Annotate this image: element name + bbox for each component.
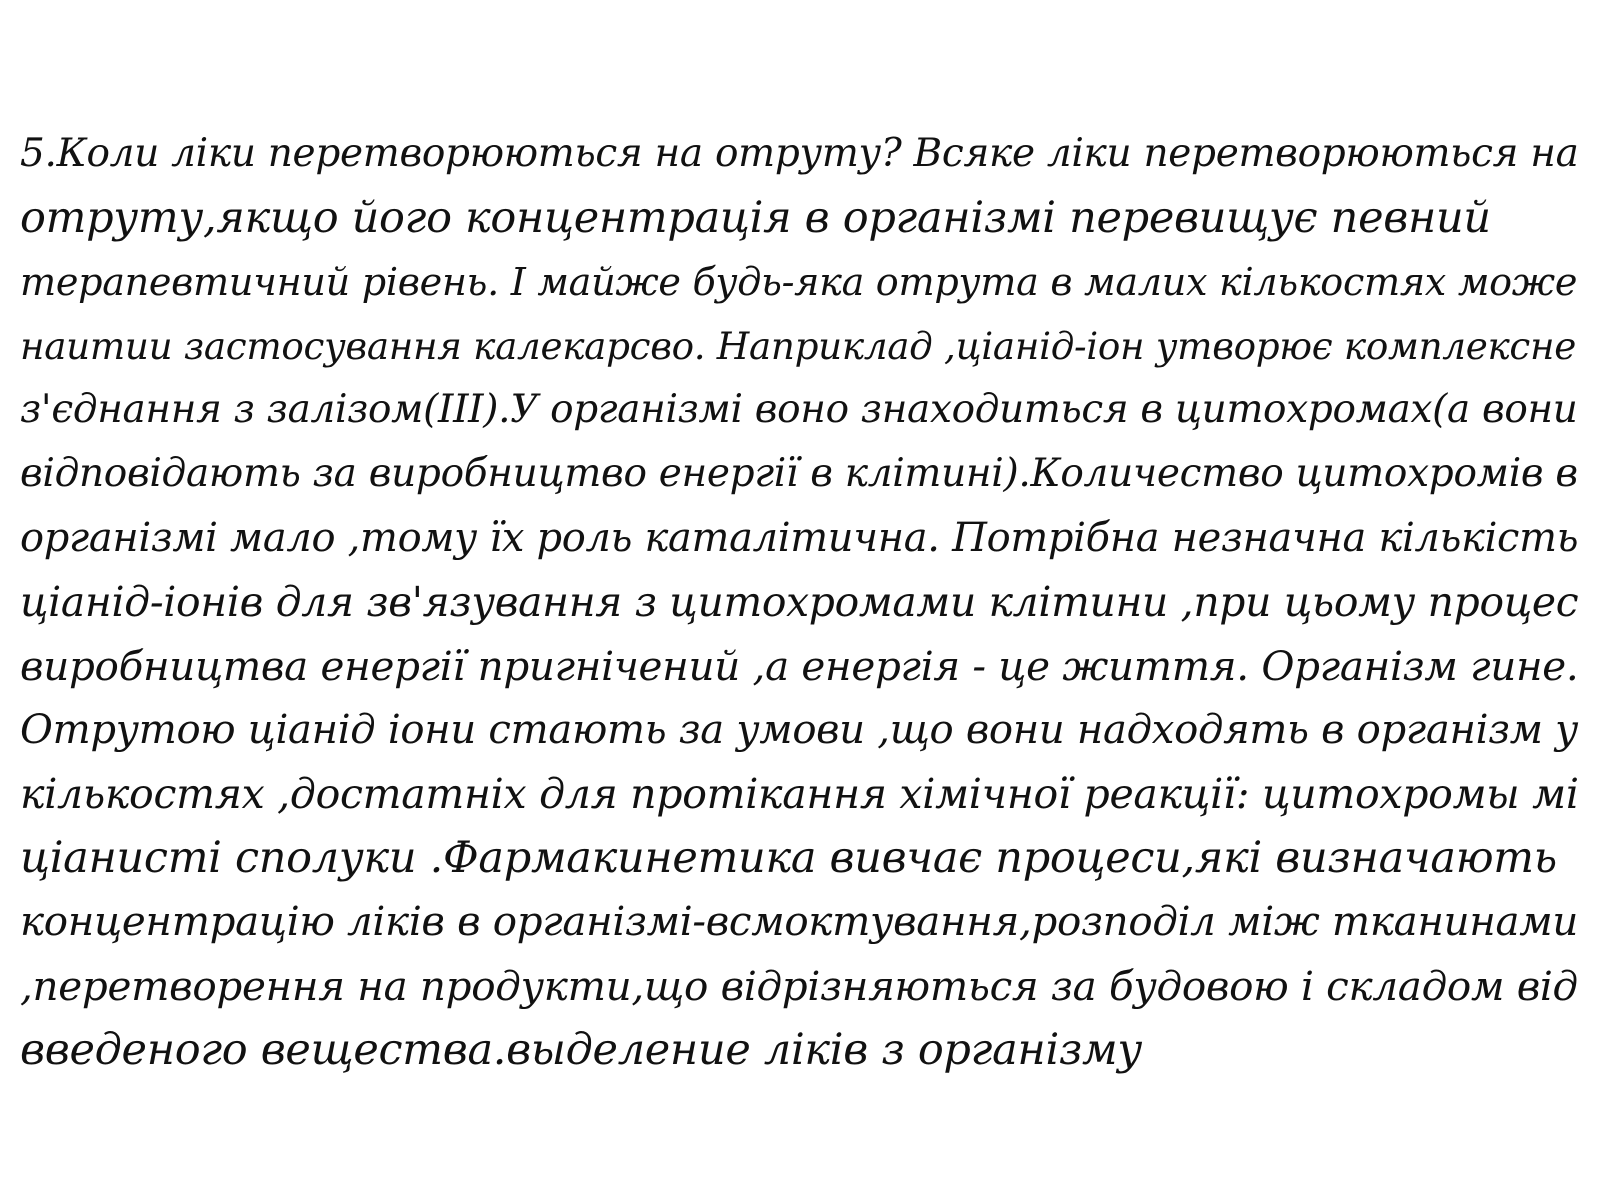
paragraph-line: введеного вещества.выделение ліків з організму xyxy=(20,1025,1143,1075)
paragraph-line: ціанисті сполуки .Фармакинетика вивчає процеси,які визначають xyxy=(20,833,1557,883)
paragraph-line: наитии застосування калекарсво. Наприклад ,ціанід-іон утворює комплексне xyxy=(20,324,1577,368)
paragraph-line: терапевтичний рівень. І майже будь-яка отрута в малих кількостях може xyxy=(20,260,1578,304)
paragraph-line: відповідають за виробництво енергії в клітині).Количество цитохромів в xyxy=(20,451,1578,496)
paragraph-line: ,перетворення на продукти,що відрізняються за будовою і складом від xyxy=(20,962,1578,1010)
paragraph-line: ціанід-іонів для зв'язування з цитохромами клітини ,при цьому процес xyxy=(20,578,1579,626)
paragraph-line: Отрутою ціанід іони стають за умови ,що вони надходять в організм у xyxy=(20,707,1579,753)
paragraph-line: кількостях ,достатніх для протікання хімічної реакції: цитохромы мі xyxy=(20,770,1579,818)
paragraph-line: з'єднання з залізом(III).У організмі воно знаходиться в цитохромах(а вони xyxy=(20,387,1578,432)
paragraph-line: організмі мало ,тому їх роль каталітична. Потрібна незначна кількість xyxy=(20,515,1579,561)
paragraph-line: 5.Коли ліки перетворюються на отруту? Всяке ліки перетворюються на xyxy=(20,131,1579,176)
paragraph-line: отруту,якщо його концентрація в організмі перевищує певний xyxy=(20,193,1491,243)
paragraph-line: виробництва енергії пригнічений ,а енергія - це життя. Організм гине. xyxy=(20,642,1579,690)
body-paragraph xyxy=(20,122,1580,1082)
paragraph-line: концентрацію ліків в організмі-всмоктування,розподіл між тканинами xyxy=(20,898,1579,945)
